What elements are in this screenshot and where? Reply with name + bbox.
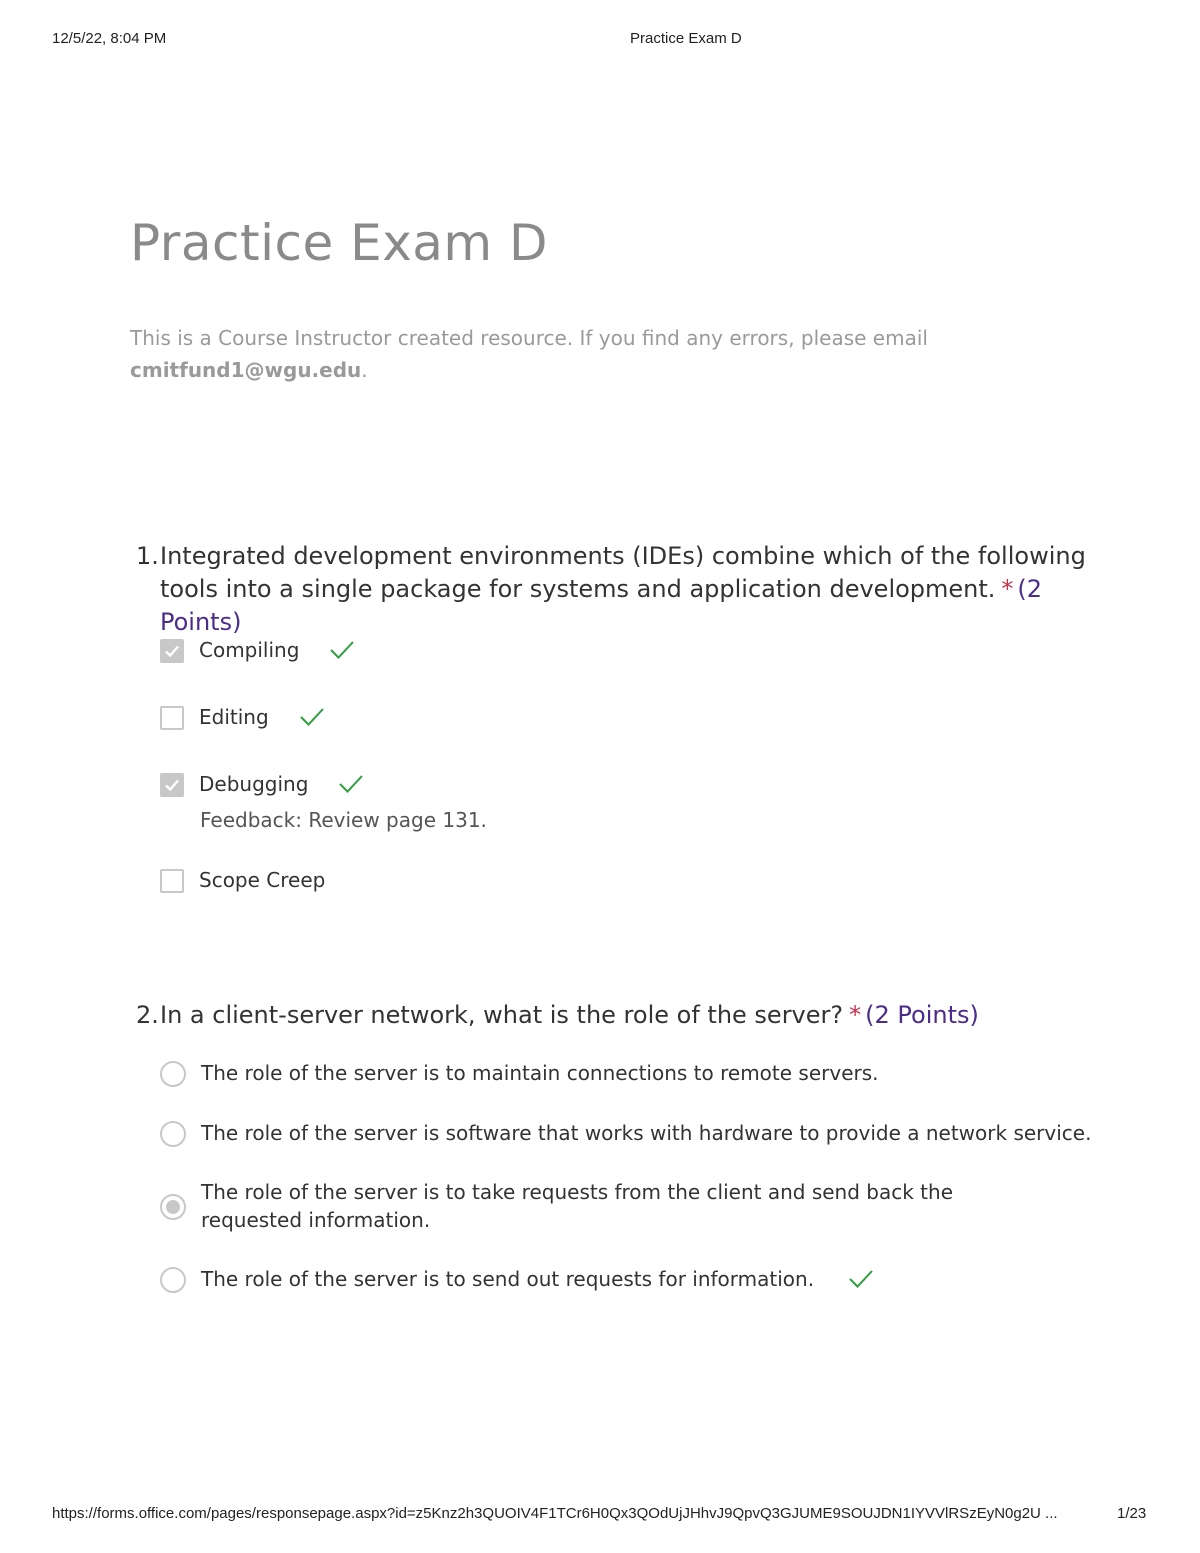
question-title — [136, 540, 1096, 639]
option-label: The role of the server is to maintain connections to remote servers. — [201, 1061, 879, 1085]
question-points: (2 Points) — [160, 575, 1043, 636]
form-description-email[interactable]: cmitfund1@wgu.edu — [130, 358, 362, 382]
required-mark: * — [1001, 575, 1014, 603]
option-take-requests[interactable] — [160, 1178, 1001, 1234]
question-title — [136, 999, 1096, 1032]
option-label: Scope Creep — [199, 868, 326, 892]
form-title: Practice Exam D — [130, 214, 549, 272]
question-number: 2. — [136, 1001, 159, 1029]
question-2 — [136, 999, 1096, 1291]
form-description-end: . — [361, 358, 368, 382]
radio-unselected[interactable] — [160, 1061, 186, 1087]
option-compiling[interactable] — [160, 636, 355, 664]
form-description — [130, 322, 950, 386]
print-page-number: 1/23 — [1117, 1505, 1147, 1522]
print-date: 12/5/22, 8:04 PM — [52, 30, 167, 47]
question-text-body: Integrated development environments (IDEs) combine which of the following tools into a single package for systems and application development. — [160, 542, 1086, 603]
correct-answer-icon — [848, 1268, 874, 1290]
option-editing[interactable] — [160, 703, 325, 731]
radio-selected[interactable] — [160, 1194, 186, 1220]
checkbox-unchecked[interactable] — [160, 869, 184, 893]
option-maintain-connections[interactable] — [160, 1059, 879, 1087]
option-send-requests[interactable] — [160, 1265, 874, 1293]
question-number: 1. — [136, 542, 159, 570]
radio-dot — [166, 1200, 180, 1214]
option-label: The role of the server is to send out requests for information. — [201, 1267, 815, 1291]
question-feedback: Feedback: Review page 131. — [200, 808, 487, 832]
correct-answer-icon — [329, 639, 355, 661]
checkbox-checked[interactable] — [160, 773, 184, 797]
option-label: The role of the server is software that works with hardware to provide a network service. — [201, 1121, 1092, 1145]
checkbox-checked[interactable] — [160, 639, 184, 663]
checkmark-icon — [163, 776, 181, 794]
option-debugging[interactable] — [160, 770, 364, 798]
correct-answer-icon — [338, 773, 364, 795]
question-1 — [136, 540, 1096, 892]
print-url[interactable]: https://forms.office.com/pages/responsepage.aspx?id=z5Knz2h3QUOIV4F1TCr6H0Qx3QOdUjJHhvJ9QpvQ3GJUME9SOUJDN1IYVVlRSzEyN0g2U ... — [52, 1505, 1058, 1522]
question-text — [160, 999, 1096, 1032]
correct-answer-icon — [299, 706, 325, 728]
option-software-hardware[interactable] — [160, 1119, 1091, 1147]
form-description-text: This is a Course Instructor created resource. If you find any errors, please email — [130, 326, 928, 350]
option-label: Compiling — [199, 638, 300, 662]
print-doc-title: Practice Exam D — [630, 30, 742, 47]
question-text — [160, 540, 1096, 639]
radio-unselected[interactable] — [160, 1121, 186, 1147]
question-points: (2 Points) — [865, 1001, 979, 1029]
required-mark: * — [849, 1001, 862, 1029]
option-scope-creep[interactable] — [160, 866, 325, 894]
option-label: Debugging — [199, 772, 309, 796]
checkmark-icon — [163, 642, 181, 660]
checkbox-unchecked[interactable] — [160, 706, 184, 730]
question-text-body: In a client-server network, what is the role of the server? — [160, 1001, 844, 1029]
option-label: The role of the server is to take requests from the client and send back the requested information. — [201, 1180, 953, 1232]
option-label: Editing — [199, 705, 269, 729]
radio-unselected[interactable] — [160, 1267, 186, 1293]
